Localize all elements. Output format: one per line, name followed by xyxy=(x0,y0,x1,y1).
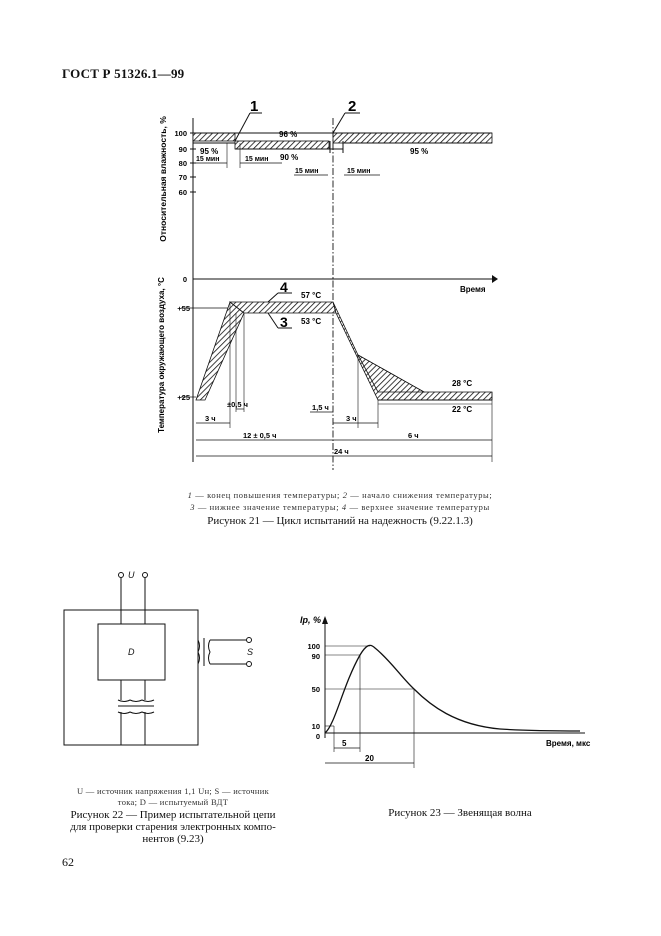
fig23-ytick-100: 100 xyxy=(307,642,320,651)
duration-15h: 1,5 ч xyxy=(312,403,329,412)
marker-2: 2 xyxy=(348,98,357,115)
duration-3h-1: 3 ч xyxy=(205,414,216,423)
temp-label-53: 53 °C xyxy=(301,317,322,326)
label-d: D xyxy=(128,647,135,657)
fig23-ytick-10: 10 xyxy=(311,722,320,731)
fig23-ylabel: Iр, % xyxy=(300,615,322,625)
temp-band-plateau xyxy=(230,302,336,313)
humidity-label-90: 90 % xyxy=(280,153,299,162)
temp-band-fall-inner xyxy=(358,355,424,392)
temp-y-label: Температура окружающего воздуха, °C xyxy=(157,277,166,433)
page-header: ГОСТ Р 51326.1—99 xyxy=(62,66,185,81)
terminal-s-bottom xyxy=(247,662,252,667)
humidity-tick-70: 70 xyxy=(178,173,187,182)
humidity-tick-80: 80 xyxy=(178,159,187,168)
fig23-dim-5: 5 xyxy=(342,739,347,748)
fig23-ytick-50: 50 xyxy=(311,685,320,694)
figure22-legend: U — источник напряжения 1,1 Uн; S — источник тока; D — испытуемый ВДТ xyxy=(76,786,270,807)
fig23-ytick-0: 0 xyxy=(315,732,320,741)
label-s: S xyxy=(247,647,254,657)
humidity-label-96: 96 % xyxy=(279,130,298,139)
figure-23 xyxy=(300,615,591,768)
fig23-xlabel: Время, мкс xyxy=(546,739,591,748)
fig23-ytick-90: 90 xyxy=(311,652,320,661)
humidity-label-95-right: 95 % xyxy=(410,147,429,156)
label-u: U xyxy=(128,570,135,580)
temp-band-rise xyxy=(196,302,244,400)
duration-15min-3: 15 мин xyxy=(295,168,319,175)
marker-1: 1 xyxy=(250,98,259,115)
duration-12h: 12 ± 0,5 ч xyxy=(243,431,277,440)
curve-marker-4: 4 xyxy=(280,279,288,295)
figure21-caption: Рисунок 21 — Цикл испытаний на надежность (9.22.1.3) xyxy=(207,515,473,527)
humidity-tick-90: 90 xyxy=(178,145,187,154)
humidity-band-upper-right xyxy=(333,133,492,143)
duration-3h-2: 3 ч xyxy=(346,414,357,423)
humidity-band-upper-left xyxy=(193,133,235,141)
humidity-tick-60: 60 xyxy=(178,188,187,197)
duration-15min-2: 15 мин xyxy=(245,156,269,163)
figure23-caption: Рисунок 23 — Звенящая волна xyxy=(388,807,532,819)
figure22-caption: Рисунок 22 — Пример испытательной цепи для проверки старения электронных компо- нентов (9.23) xyxy=(70,809,276,845)
humidity-label-95-left: 95 % xyxy=(200,147,219,156)
temp-label-57: 57 °C xyxy=(301,291,322,300)
curve-marker-3: 3 xyxy=(280,314,288,330)
temp-label-28: 28 °C xyxy=(452,379,473,388)
humidity-y-label: Относительная влажность, % xyxy=(158,116,168,242)
figure-22 xyxy=(64,573,252,746)
duration-6h: 6 ч xyxy=(408,431,419,440)
humidity-band-upper-mid xyxy=(235,141,329,149)
terminal-u-left xyxy=(119,573,124,578)
temp-tick-25: +25 xyxy=(177,393,190,402)
page-number: 62 xyxy=(62,855,74,869)
duration-15min-4: 15 мин xyxy=(347,168,371,175)
duration-05h: ±0,5 ч xyxy=(227,400,248,409)
duration-15min-1: 15 мин xyxy=(196,156,220,163)
figure21-legend: 1 — конец повышения температуры; 2 — начало снижения температуры; 3 — нижнее значение температуры; 4 — верхнее значение температуры xyxy=(187,490,493,512)
time-axis-arrow xyxy=(492,275,498,283)
terminal-u-right xyxy=(143,573,148,578)
humidity-tick-0: 0 xyxy=(182,275,187,284)
time-label: Время xyxy=(460,285,486,294)
terminal-s-top xyxy=(247,638,252,643)
temp-label-22: 22 °C xyxy=(452,405,473,414)
fig23-dim-20: 20 xyxy=(365,754,374,763)
figure-21 xyxy=(157,98,498,470)
duration-24h: 24 ч xyxy=(334,447,349,456)
humidity-tick-100: 100 xyxy=(174,129,187,138)
temp-tick-55: +55 xyxy=(177,304,190,313)
